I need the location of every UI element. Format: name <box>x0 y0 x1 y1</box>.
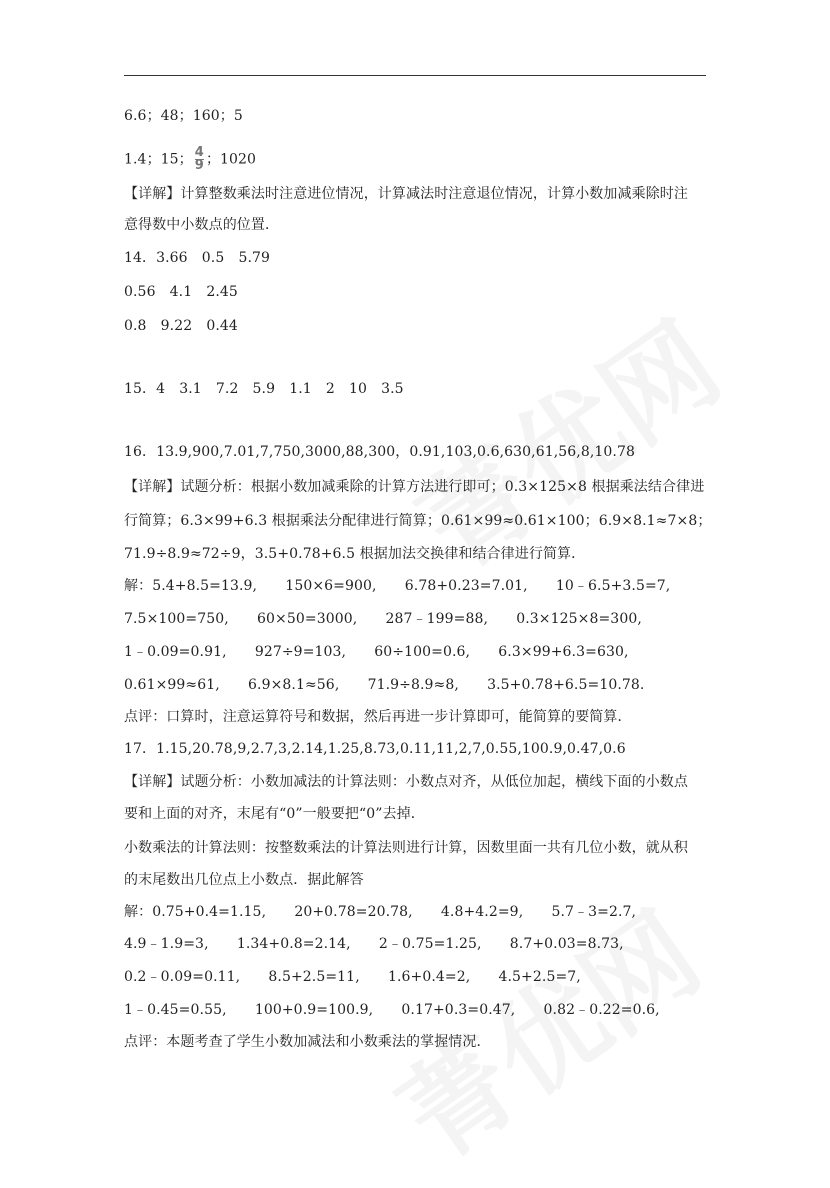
explanation-line: 的末尾数出几位点上小数点．据此解答 <box>124 872 364 888</box>
solution-line: 1﹣0.45=0.55, 100+0.9=100.9, 0.17+0.3=0.47, 0.82﹣0.22=0.6, <box>124 1002 660 1018</box>
solution-line: 解：5.4+8.5=13.9, 150×6=900, 6.78+0.23=7.01, 10﹣6.5+3.5=7, <box>124 578 671 594</box>
explanation-line: 【详解】试题分析：根据小数加减乘除的计算方法进行即可；0.3×125×8 根据乘法结合律进 <box>124 479 705 495</box>
explanation-line: 71.9÷8.9≈72÷9，3.5+0.78+6.5 根据加法交换律和结合律进行简算． <box>124 546 586 562</box>
solution-line: 1﹣0.09=0.91, 927÷9=103, 60÷100=0.6, 6.3×99+6.3=630, <box>124 644 629 660</box>
comment-line: 点评：本题考查了学生小数加减法和小数乘法的掌握情况． <box>124 1034 491 1050</box>
comment-line: 点评：口算时，注意运算符号和数据，然后再进一步计算即可，能简算的要简算． <box>124 709 632 725</box>
question-14-row: 14．3.66 0.5 5.79 <box>124 250 271 266</box>
explanation-line: 意得数中小数点的位置． <box>124 217 280 233</box>
question-15-answer: 15．4 3.1 7.2 5.9 1.1 2 10 3.5 <box>124 381 404 397</box>
explanation-line: 【详解】试题分析：小数加减法的计算法则：小数点对齐，从低位加起，横线下面的小数点 <box>124 774 688 790</box>
explanation-line: 行简算；6.3×99+6.3 根据乘法分配律进行简算；0.61×99≈0.61×100；6.9×8.1≈7×8； <box>124 513 712 529</box>
solution-line: 4.9﹣1.9=3, 1.34+0.8=2.14, 2﹣0.75=1.25, 8.7+0.03=8.73, <box>124 936 624 952</box>
solution-line: 7.5×100=750, 60×50=3000, 287﹣199=88, 0.3×125×8=300, <box>124 611 642 627</box>
explanation-line: 【详解】计算整数乘法时注意进位情况，计算减法时注意退位情况，计算小数加减乘除时注 <box>124 186 688 202</box>
explanation-line: 小数乘法的计算法则：按整数乘法的计算法则进行计算，因数里面一共有几位小数，就从积 <box>124 840 688 856</box>
question-16-answer: 16．13.9,900,7.01,7,750,3000,88,300，0.91,103,0.6,630,61,56,8,10.78 <box>124 444 635 460</box>
header-rule <box>124 75 706 76</box>
question-14-row: 0.56 4.1 2.45 <box>124 284 238 300</box>
solution-line: 解：0.75+0.4=1.15, 20+0.78=20.78, 4.8+4.2=9, 5.7﹣3=2.7, <box>124 904 637 920</box>
question-17-answer: 17．1.15,20.78,9,2.7,3,2.14,1.25,8.73,0.11,11,2,7,0.55,100.9,0.47,0.6 <box>124 741 626 757</box>
answer-line: 6.6；48；160；5 <box>124 108 243 124</box>
solution-line: 0.2﹣0.09=0.11, 8.5+2.5=11, 1.6+0.4=2, 4.5+2.5=7, <box>124 969 581 985</box>
answer-text: 1.4；15； <box>124 151 193 168</box>
solution-line: 0.61×99≈61, 6.9×8.1≈56, 71.9÷8.9≈8, 3.5+0.78+6.5=10.78. <box>124 677 645 693</box>
explanation-line: 要和上面的对齐，末尾有“0”一般要把“0”去掉． <box>124 806 425 822</box>
answer-text: ；1020 <box>205 151 257 168</box>
fraction-denominator: 9 <box>194 158 204 173</box>
fraction <box>195 147 204 172</box>
answer-line-with-fraction <box>124 147 256 172</box>
fraction-numerator: 4 <box>194 145 204 160</box>
question-14-row: 0.8 9.22 0.44 <box>124 318 238 334</box>
